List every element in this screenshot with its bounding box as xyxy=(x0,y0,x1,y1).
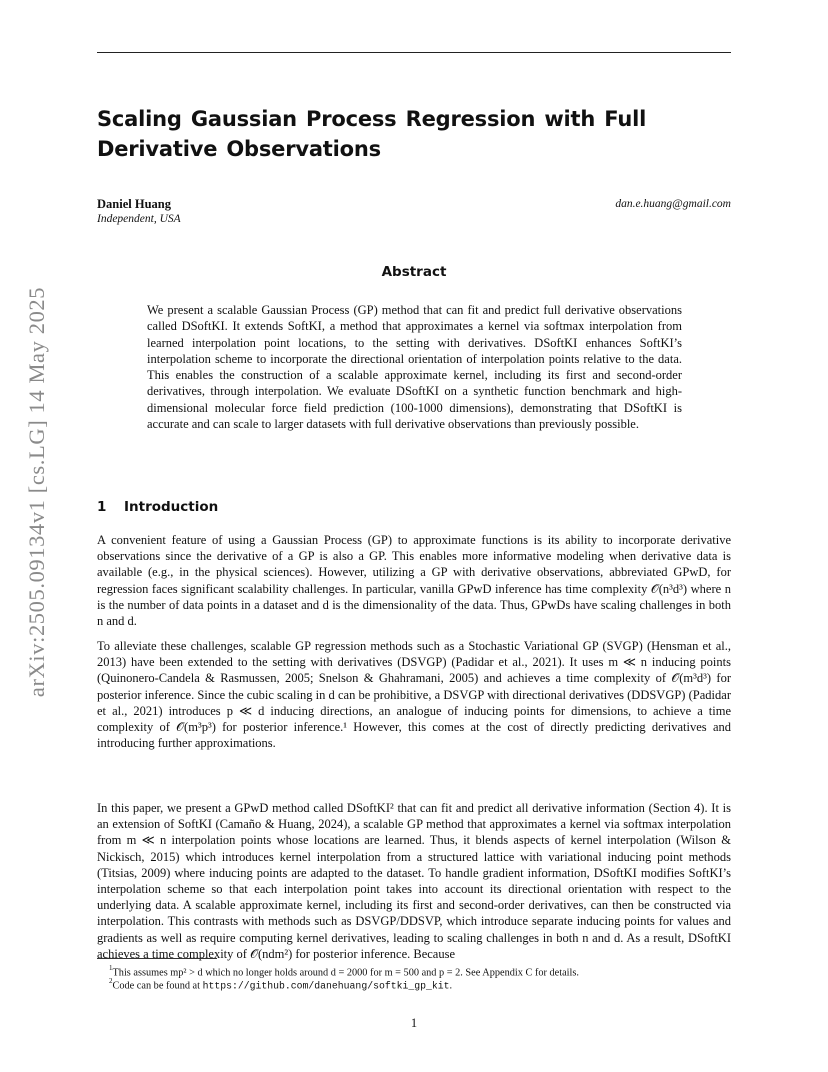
paragraph-1: A convenient feature of using a Gaussian Process (GP) to approximate functions is its ability to incorporate derivative observations since the derivative of a GP is also a GP. This enables more informative modeling when derivative data is available (e.g., in the physical sciences). However, utilizing a GP with derivative observations, abbreviated GPwD, for regression faces significant scalability challenges. In particular, vanilla GPwD inference has time complexity 𝒪(n³d³) where n is the number of data points in a dataset and d is the dimensionality of the data. Thus, GPwDs have scaling challenges in both n and d. xyxy=(97,533,731,629)
arxiv-stamp-text: arXiv:2505.09134v1 [cs.LG] 14 May 2025 xyxy=(24,286,49,698)
abstract-text: We present a scalable Gaussian Process (GP) method that can fit and predict full derivative observations called DSoftKI. It extends SoftKI, a method that approximates a kernel via softmax interpolation from learned interpolation point locations, to the setting with derivatives. DSoftKI enhances SoftKI’s interpolation scheme to incorporate the directional orientation of interpolation points relative to the data. This enables the construction of a scalable approximate kernel, including its first and second-order derivatives, through interpolation. We evaluate DSoftKI on a synthetic function benchmark and high-dimensional molecular force field prediction (100-1000 dimensions), demonstrating that DSoftKI is accurate and can scale to larger datasets with full derivative observations than previously possible. xyxy=(147,303,682,432)
arxiv-stamp xyxy=(12,286,62,698)
abstract-heading: Abstract xyxy=(381,264,447,280)
footnote-2-mark: 2 xyxy=(109,977,113,985)
paragraph-2: To alleviate these challenges, scalable GP regression methods such as a Stochastic Variational GP (SVGP) (Hensman et al., 2013) have been extended to the setting with derivatives (DSVGP) (Padidar et al., 2021). It uses m ≪ n inducing points (Quinonero-Candela & Rasmussen, 2005; Snelson & Ghahramani, 2005) and achieves a time complexity of 𝒪(m³d³) for posterior inference. Since the cubic scaling in d can be prohibitive, a DSVGP with directional derivatives (DDSVGP) (Padidar et al., 2021) introduces p ≪ d inducing directions, an analogue of inducing points for dimensions, to achieve a time complexity of 𝒪(m³p³) for posterior inference.¹ However, this comes at the cost of directly predicting derivatives and introducing further approximations. xyxy=(97,639,731,751)
footnote-2 xyxy=(109,976,729,992)
footnote-rule xyxy=(97,958,217,959)
section-number: 1 xyxy=(97,499,107,515)
author-email: dan.e.huang@gmail.com xyxy=(615,198,731,210)
top-rule xyxy=(97,52,731,53)
footnote-2-suffix: . xyxy=(449,980,453,992)
code-link[interactable]: https://github.com/danehuang/softki_gp_kit xyxy=(202,980,450,992)
paragraph-3: In this paper, we present a GPwD method called DSoftKI² that can fit and predict all derivative information (Section 4). It is an extension of SoftKI (Camaño & Huang, 2024), a scalable GP method that approximates a kernel via softmax interpolation from m ≪ n interpolation points whose locations are learned. Thus, it blends aspects of kernel interpolation (Wilson & Nickisch, 2015) which introduces kernel interpolation from a structured lattice with variational inducing point methods (Titsias, 2009) where inducing points are adapted to the dataset. To handle gradient information, DSoftKI modifies SoftKI’s interpolation scheme so that each interpolation point takes into account its directional orientation with respect to the underlying data. A scalable approximate kernel, including its first and second-order derivatives, can then be constructed via interpolation. This contrasts with methods such as DSVGP/DDSVP, which introduce separate inducing points for values and gradients as well as require computing kernel derivatives, leading to scaling challenges in both n and d. As a result, DSoftKI achieves a time complexity of 𝒪(ndm²) for posterior inference. Because xyxy=(97,801,731,961)
footnote-1-text: This assumes mp² > d which no longer holds around d = 2000 for m = 500 and p = 2. See Appendix C for details. xyxy=(112,967,579,979)
footnote-2-prefix: Code can be found at xyxy=(112,980,203,992)
paper-title: Scaling Gaussian Process Regression with Full Derivative Observations xyxy=(97,107,647,161)
section-heading xyxy=(97,499,218,515)
footnote-1-mark: 1 xyxy=(109,964,113,972)
page-number: 1 xyxy=(410,1016,418,1030)
section-title: Introduction xyxy=(124,499,219,515)
author-affiliation: Independent, USA xyxy=(97,213,181,225)
author-name: Daniel Huang xyxy=(97,197,171,211)
